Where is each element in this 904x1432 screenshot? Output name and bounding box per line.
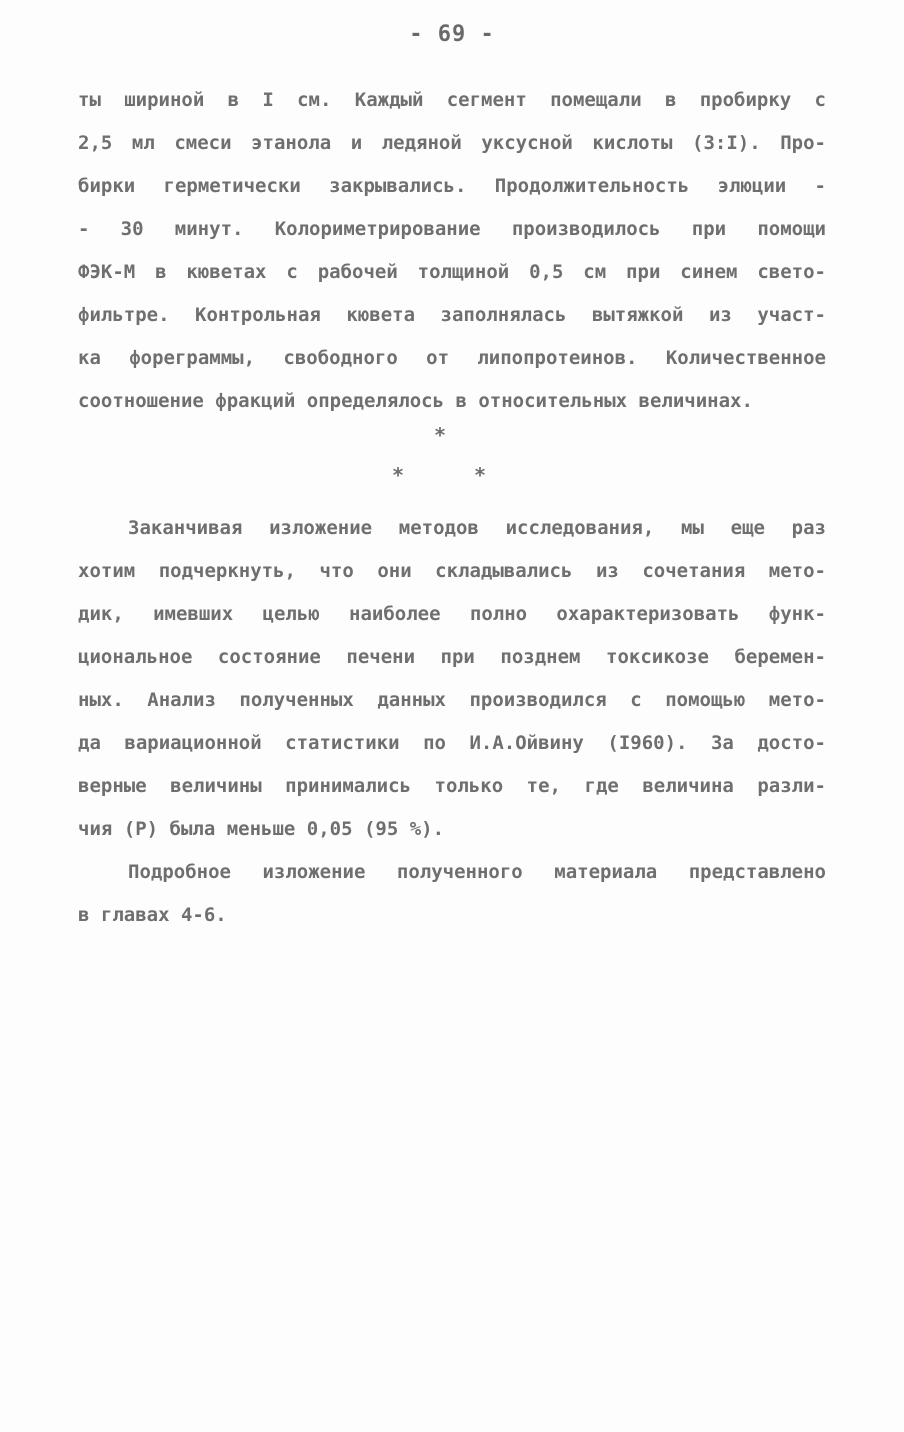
asterism-right-mark: * <box>474 463 487 487</box>
paragraph-1-line-4: - 30 минут. Колориметрирование производилось при помощи <box>78 218 826 240</box>
paragraph-2-line-1: Заканчивая изложение методов исследования, мы еще раз <box>128 517 826 539</box>
paragraph-3-line-2: в главах 4-6. <box>78 904 227 926</box>
asterism-top-mark: * <box>434 423 447 447</box>
paragraph-2-line-6: да вариационной статистики по И.А.Ойвину (I960). За досто- <box>78 732 826 754</box>
paragraph-1-line-8: соотношение фракций определялось в относительных величинах. <box>78 390 753 412</box>
paragraph-1-line-5: ФЭК-М в кюветах с рабочей толщиной 0,5 см при синем свето- <box>78 261 826 283</box>
paragraph-1-line-2: 2,5 мл смеси этанола и ледяной уксусной кислоты (3:I). Про- <box>78 132 826 154</box>
paragraph-1-line-7: ка фореграммы, свободного от липопротеинов. Количественное <box>78 347 826 369</box>
paragraph-1-line-3: бирки герметически закрывались. Продолжительность элюции - <box>78 175 826 197</box>
paragraph-2-line-8: чия (Р) была меньше 0,05 (95 %). <box>78 818 445 840</box>
paragraph-2-line-3: дик, имевших целью наиболее полно охарактеризовать функ- <box>78 603 826 625</box>
paragraph-2-line-7: верные величины принимались только те, где величина разли- <box>78 775 826 797</box>
paragraph-3-line-1: Подробное изложение полученного материала представлено <box>128 861 826 883</box>
paragraph-1-line-6: фильтре. Контрольная кювета заполнялась вытяжкой из участ- <box>78 304 826 326</box>
paragraph-2-line-4: циональное состояние печени при позднем токсикозе беремен- <box>78 646 826 668</box>
asterism-left-mark: * <box>392 463 405 487</box>
page-number: - 69 - <box>409 22 495 47</box>
paragraph-2-line-5: ных. Анализ полученных данных производился с помощью мето- <box>78 689 826 711</box>
paragraph-2-line-2: хотим подчеркнуть, что они складывались из сочетания мето- <box>78 560 826 582</box>
paragraph-1-line-1: ты шириной в I см. Каждый сегмент помещали в пробирку с <box>78 89 826 111</box>
